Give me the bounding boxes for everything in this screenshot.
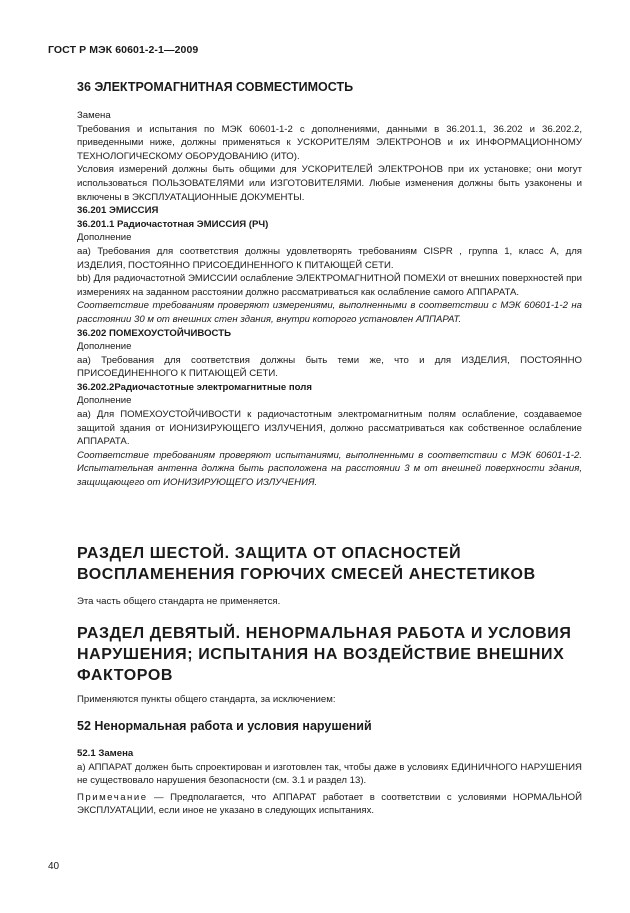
part-6-text: Эта часть общего стандарта не применяется. — [77, 596, 281, 607]
replacement-label: Замена — [77, 110, 111, 121]
standard-header: ГОСТ Р МЭК 60601-2-1—2009 — [48, 44, 199, 56]
part-9-title: РАЗДЕЛ ДЕВЯТЫЙ. НЕНОРМАЛЬНАЯ РАБОТА И УСЛОВИЯ НАРУШЕНИЯ; ИСПЫТАНИЯ НА ВОЗДЕЙСТВИЕ ВНЕШНИХ ФАКТОРОВ — [77, 625, 572, 684]
section-36-title: 36 ЭЛЕКТРОМАГНИТНАЯ СОВМЕСТИМОСТЬ — [77, 80, 354, 94]
paragraph: Требования и испытания по МЭК 60601-1-2 с дополнениями, данными в 36.201.1, 36.202 и 36.202.2, приведенными ниже, должны применяться к УСКОРИТЕЛЯМ ЭЛЕКТРОНОВ и их ИНФОРМАЦИОННОМУ ТЕХНОЛОГИЧЕСКОМУ ОБОРУДОВАНИЮ (ИТО). — [77, 123, 582, 162]
page-number: 40 — [48, 861, 60, 872]
clause-heading: 52.1 Замена — [77, 748, 134, 759]
addition-label: Дополнение — [77, 395, 132, 407]
note — [77, 791, 582, 818]
part-9-text: Применяются пункты общего стандарта, за исключением: — [77, 694, 336, 705]
paragraph: Условия измерений должны быть общими для УСКОРИТЕЛЕЙ ЭЛЕКТРОНОВ при их установке; они могут использоваться ПОЛЬЗОВАТЕЛЯМИ или ИЗГОТОВИТЕЛЯМИ. Любые изменения должны быть узаконены и включены в ЭКСПЛУАТАЦИОННЫЕ ДОКУМЕНТЫ. — [77, 164, 582, 203]
item-aa: аа) Требования для соответствия должны удовлетворять требованиям CISPR , группа 1, класс А, для ИЗДЕЛИЯ, ПОСТОЯННО ПРИСОЕДИНЕННОГО К ПИТАЮЩЕЙ СЕТИ. — [77, 245, 582, 271]
section-36-body — [77, 109, 582, 490]
clause-heading: 36.202.2Радиочастотные электромагнитные поля — [77, 381, 312, 393]
item-a: а) АППАРАТ должен быть спроектирован и изготовлен так, чтобы даже в условиях ЕДИНИЧНОГО НАРУШЕНИЯ не существовало нарушения безопасности (см. 3.1 и раздел 13). — [77, 761, 582, 787]
item-aa: аа) Для ПОМЕХОУСТОЙЧИВОСТИ к радиочастотным электромагнитным полям ослабление, создаваемое защитой здания от ИОНИЗИРУЮЩЕГО ИЗЛУЧЕНИЯ, должно рассматриваться как собственное ослабление АППАРАТА. — [77, 409, 582, 448]
note-text: — Предполагается, что АППАРАТ работает в соответствии с условиями НОРМАЛЬНОЙ ЭКСПЛУАТАЦИИ, если иное не указано в следующих испытаниях. — [77, 791, 582, 817]
clause-heading: 36.201 ЭМИССИЯ — [77, 205, 159, 217]
addition-label: Дополнение — [77, 232, 132, 244]
clause-heading: 36.201.1 Радиочастотная ЭМИССИЯ (РЧ) — [77, 218, 269, 230]
item-aa: аа) Требования для соответствия должны быть теми же, что и для ИЗДЕЛИЯ, ПОСТОЯННО ПРИСОЕДИНЕННОГО К ПИТАЮЩЕЙ СЕТИ. — [77, 354, 582, 380]
item-bb: bb) Для радиочастотной ЭМИССИИ ослабление ЭЛЕКТРОМАГНИТНОЙ ПОМЕХИ от внешних поверхностей при измерениях на заданном расстоянии должно рассматриваться как ослабление самого АППАРАТА. — [77, 273, 582, 298]
section-52-title: 52 Ненормальная работа и условия нарушений — [77, 719, 372, 733]
clause-heading: 36.202 ПОМЕХОУСТОЙЧИВОСТЬ — [77, 327, 232, 339]
part-6-title: РАЗДЕЛ ШЕСТОЙ. ЗАЩИТА ОТ ОПАСНОСТЕЙ ВОСПЛАМЕНЕНИЯ ГОРЮЧИХ СМЕСЕЙ АНЕСТЕТИКОВ — [77, 545, 536, 583]
compliance-text: Соответствие требованиям проверяют испытаниями, выполненными в соответствии с МЭК 60601-1-2. Испытательная антенна должна быть расположена на расстоянии 3 м от внешней поверхности здания, защищающего от ИОНИЗИРУЮЩЕГО ИЗЛУЧЕНИЯ. — [77, 449, 582, 489]
note-label: Примечание — [77, 791, 148, 803]
addition-label: Дополнение — [77, 341, 132, 353]
section-52-body — [77, 747, 582, 818]
compliance-text: Соответствие требованиям проверяют измерениями, выполненными в соответствии с МЭК 60601-1-2 на расстоянии 30 м от внешних стен здания, внутри которого установлен АППАРАТ. — [77, 300, 582, 325]
